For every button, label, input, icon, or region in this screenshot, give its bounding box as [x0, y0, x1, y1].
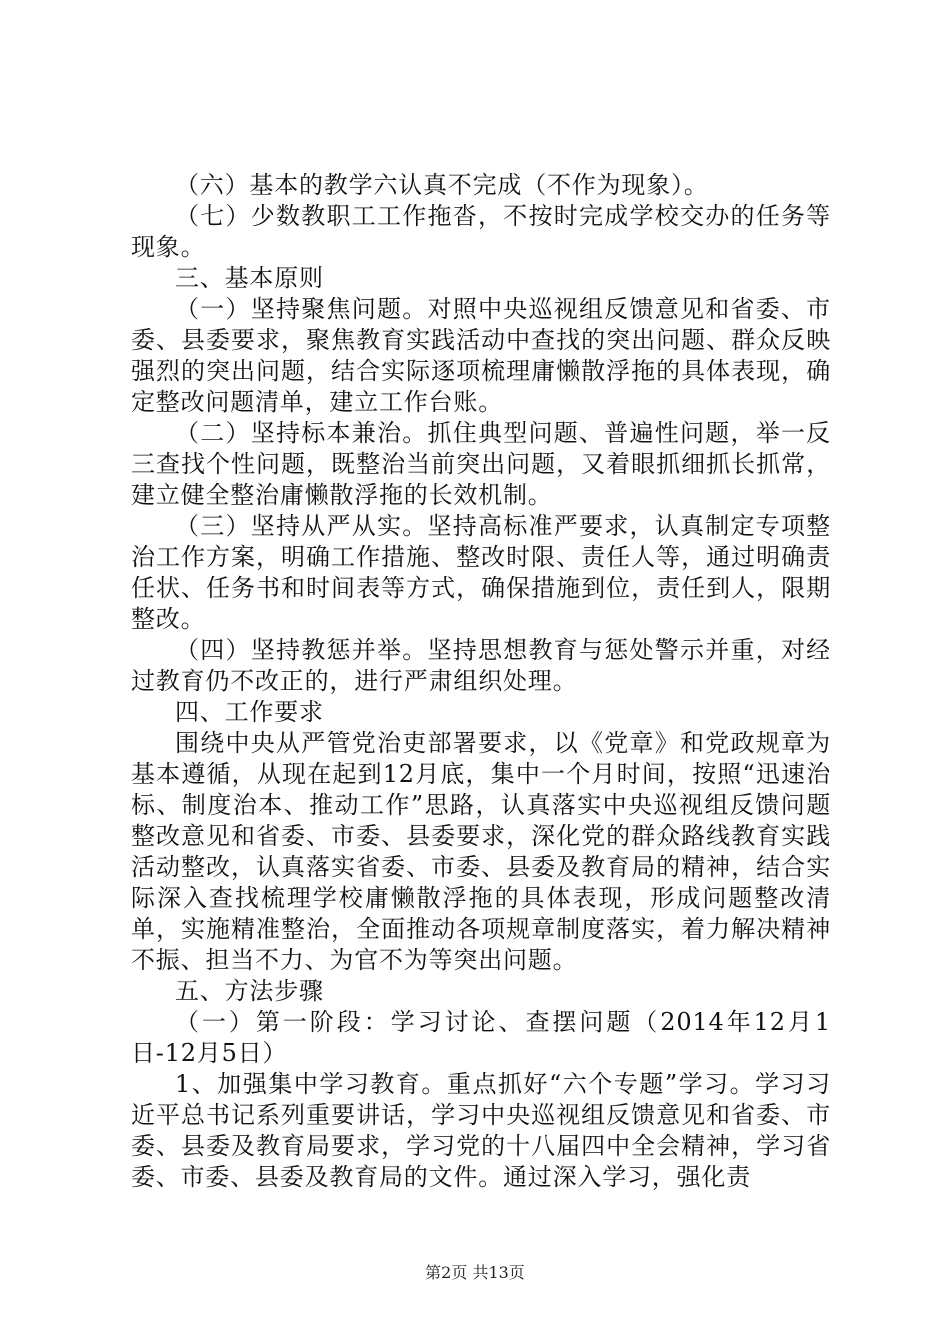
- paragraph-principle-1: （一）坚持聚焦问题。对照中央巡视组反馈意见和省委、市委、县委要求，聚焦教育实践活动中查找的突出问题、群众反映强烈的突出问题，结合实际逐项梳理庸懒散浮拖的具体表现，确定整改问题清单，建立工作台账。: [131, 295, 831, 416]
- paragraph-item-7: （七）少数教职工工作拖沓，不按时完成学校交办的任务等现象。: [131, 202, 831, 261]
- paragraph-study: 1、加强集中学习教育。重点抓好“六个专题”学习。学习习近平总书记系列重要讲话，学习中央巡视组反馈意见和省委、市委、县委及教育局要求，学习党的十八届四中全会精神，学习省委、市委、县委及教育局的文件。通过深入学习，强化责: [131, 1070, 831, 1191]
- section-heading-steps: 五、方法步骤: [175, 977, 324, 1005]
- page-number-footer: 第2页 共13页: [425, 1263, 525, 1282]
- paragraph-step-1: （一）第一阶段：学习讨论、查摆问题（2014年12月1日-12月5日）: [131, 1008, 831, 1067]
- paragraph-principle-4: （四）坚持教惩并举。坚持思想教育与惩处警示并重，对经过教育仍不改正的，进行严肃组织处理。: [131, 636, 831, 695]
- section-heading-principles: 三、基本原则: [175, 264, 324, 292]
- paragraph-principle-3: （三）坚持从严从实。坚持高标准严要求，认真制定专项整治工作方案，明确工作措施、整改时限、责任人等，通过明确责任状、任务书和时间表等方式，确保措施到位，责任到人，限期整改。: [131, 512, 831, 633]
- paragraph-principle-2: （二）坚持标本兼治。抓住典型问题、普遍性问题，举一反三查找个性问题，既整治当前突出问题，又着眼抓细抓长抓常，建立健全整治庸懒散浮拖的长效机制。: [131, 419, 831, 509]
- paragraph-requirements: 围绕中央从严管党治吏部署要求，以《党章》和党政规章为基本遵循，从现在起到12月底，集中一个月时间，按照“迅速治标、制度治本、推动工作”思路，认真落实中央巡视组反馈问题整改意见和省委、市委、县委要求，深化党的群众路线教育实践活动整改，认真落实省委、市委、县委及教育局的精神，结合实际深入查找梳理学校庸懒散浮拖的具体表现，形成问题整改清单，实施精准整治，全面推动各项规章制度落实，着力解决精神不振、担当不力、为官不为等突出问题。: [131, 729, 831, 974]
- paragraph-item-6: （六）基本的教学六认真不完成（不作为现象）。: [175, 171, 709, 199]
- section-heading-requirements: 四、工作要求: [175, 698, 324, 726]
- document-body: [131, 170, 831, 1193]
